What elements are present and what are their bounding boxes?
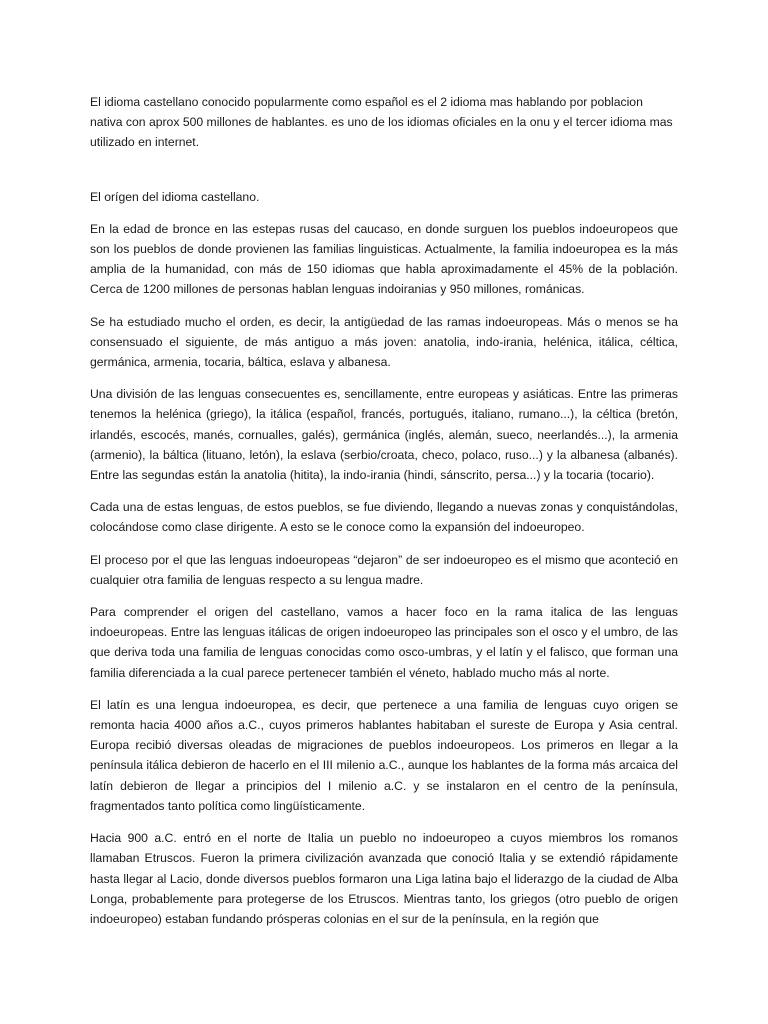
body-paragraph: En la edad de bronce en las estepas rusas del caucaso, en donde surguen los pueblos indoeuropeos que son los pueblos de donde provienen las familias linguisticas. Actualmente, la familia indoeuropea es la más amplia de la humanidad, con más de 150 idiomas que habla aproximadamente el 45% de la población. Cerca de 1200 millones de personas hablan lenguas indoiranias y 950 millones, románicas. (90, 221, 678, 297)
body-paragraph: Se ha estudiado mucho el orden, es decir, la antigüedad de las ramas indoeuropeas. Más o menos se ha consensuado el siguiente, de más antiguo a más joven: anatolia, indo-irania, helénica, itálica, céltica, germánica, armenia, tocaria, báltica, eslava y albanesa. (90, 314, 678, 370)
body-paragraph: Para comprender el origen del castellano, vamos a hacer foco en la rama italica de las lenguas indoeuropeas. Entre las lenguas itálicas de origen indoeuropeo las principales son el osco y el umbro, de las que deriva toda una familia de lenguas conocidas como osco-umbras, y el latín y el falisco, que forman una familia diferenciada a la cual parece pertenecer también el véneto, hablado mucho más al norte. (90, 605, 678, 680)
body-paragraph: Cada una de estas lenguas, de estos pueblos, se fue diviendo, llegando a nuevas zonas y conquistándolas, colocándose como clase dirigente. A esto se le conoce como la expansión del indoeuropeo. (90, 500, 678, 535)
body-paragraph: Hacia 900 a.C. entró en el norte de Italia un pueblo no indoeuropeo a cuyos miembros los romanos llamaban Etruscos. Fueron la primera civilización avanzada que conoció Italia y se extendió rápidamente hasta llegar al Lacio, donde diversos pueblos formaron una Liga latina bajo el liderazgo de la ciudad de Alba Longa, probablemente para protegerse de los Etruscos. Mientras tanto, los griegos (otro pueblo de origen indoeuropeo) estaban fundando prósperas colonias en el sur de la península, en la región que (90, 831, 678, 926)
section-heading: El orígen del idioma castellano. (90, 189, 260, 204)
body-paragraph: El proceso por el que las lenguas indoeuropeas “dejaron” de ser indoeuropeo es el mismo que aconteció en cualquier otra familia de lenguas respecto a su lengua madre. (90, 552, 678, 587)
document-body (90, 92, 678, 941)
body-paragraph: Una división de las lenguas consecuentes es, sencillamente, entre europeas y asiáticas. Entre las primeras tenemos la helénica (griego), la itálica (español, francés, portugués, italiano, rumano...), la céltica (bretón, irlandés, escocés, manés, cornualles, galés), germánica (inglés, alemán, sueco, neerlandés...), la armenia (armenio), la báltica (lituano, letón), la eslava (serbio/croata, checo, polaco, ruso...) y la albanesa (albanés). Entre las segundas están la anatolia (hitita), la indo-irania (hindi, sánscrito, persa...) y la tocaria (tocario). (90, 387, 678, 483)
intro-paragraph: El idioma castellano conocido popularmente como español es el 2 idioma mas hablando por poblacion nativa con aprox 500 millones de hablantes. es uno de los idiomas oficiales en la onu y el tercer idioma mas utilizado en internet. (90, 95, 673, 150)
body-paragraph: El latín es una lengua indoeuropea, es decir, que pertenece a una familia de lenguas cuyo origen se remonta hacia 4000 años a.C., cuyos primeros hablantes habitaban el sureste de Europa y Asia central. Europa recibió diversas oleadas de migraciones de pueblos indoeuropeos. Los primeros en llegar a la península itálica debieron de hacerlo en el III milenio a.C., aunque los hablantes de la forma más arcaica del latín debieron de llegar a principios del I milenio a.C. y se instalaron en el centro de la península, fragmentados tanto política como lingüísticamente. (90, 697, 678, 813)
